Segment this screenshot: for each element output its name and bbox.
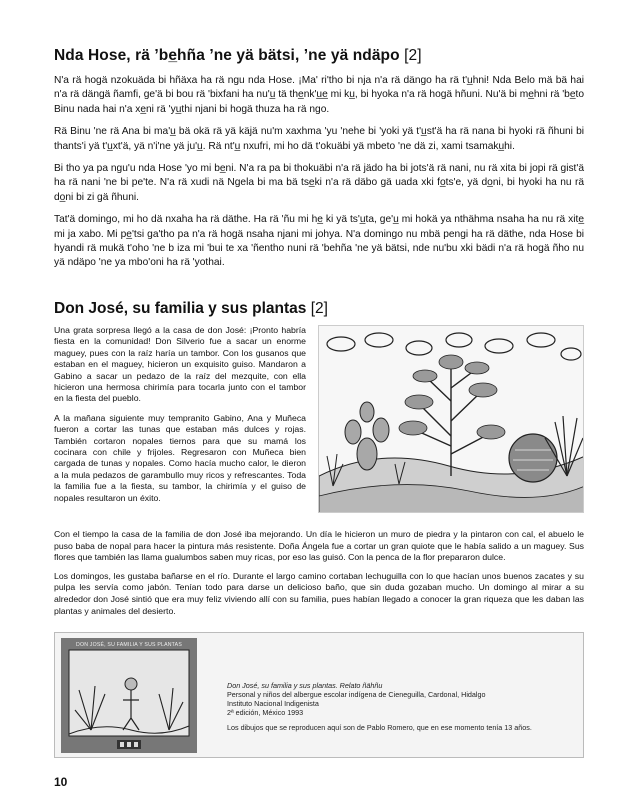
credit-book-title: Don José, su familia y sus plantas. Relato ñähñu — [227, 681, 383, 690]
paragraph: Los domingos, les gustaba bañarse en el río. Durante el largo camino cortaban lechuguilla con lo que hacían unos buenos zacates y su pulpa les servía como jabón. Tenían todo para darse un delicioso baño, que sin duda gozaban mucho. Un domingo al mirar a su alrededor don José sintió que era muy feliz viviendo allí con su familia, pues habían llegado a conocer la gran riqueza que les daban las plantas y animales del desierto. — [54, 570, 584, 616]
source-credit-box — [54, 632, 584, 758]
book-cover-title: DON JOSÉ, SU FAMILIA Y SUS PLANTAS — [76, 642, 182, 648]
section-otomi-body — [54, 74, 584, 279]
paragraph: Con el tiempo la casa de la familia de don José iba mejorando. Un día le hicieron un muro de piedra y la pintaron con cal, el abuelo le puso baba de nopal para hacer la pintura más resistente. Doña Ángela fue a cortar un gran quiote que le había salido a un maguey. Sus flores que también las llama gualumbos saben muy ricas, por eso las guisó. Con la penca de la flor prepararon dulce. — [54, 529, 584, 563]
section-spanish-full-width — [54, 529, 584, 624]
paragraph: N'a rä hogä nzokuäda bi hñäxa ha rä ngu nda Hose. ¡Ma' ri'tho bi nja n'a rä dängo ha rä t'u̲hni! Nda Belo mä bä hai n'a rä dängä ñamfi, ge'ä bi bou rä 'bixfani ha nu'u̲ tä the̲nk'u̲e̲ mi ku̲, bi hyoka n'a rä hogä hñuni. Nu'ä bi me̲hni rä 'be̲to Binu nada hai n'a xe̲ni rä 'yu̲thi njani bi hogä thuza ha rä ngo. — [54, 75, 584, 115]
section-title-otomi-text: Nda Hose, rä ʼbe̲hña ʼne yä bätsi, ʼne yä ndäpo — [54, 47, 400, 64]
paragraph: Bi tho ya pa ngu'u nda Hose 'yo mi be̲ni. N'a ra pa bi thokuäbi n'a rä jädo ha bi jots'ä rä nani, nu rä xita bi jopi rä gist'ä ha rä nani 'ne bi pe'te. N'a rä xudi nä Ngela bi ma bä tse̲ki n'a rä däbo gä uada xki fo̲ts'e, yä do̲ni, bi hyoki ha nu rä do̲ni bi zi gä ñhuni. — [54, 163, 584, 203]
book-cover-image — [61, 638, 197, 753]
credit-authors: Personal y niños del albergue escolar indígena de Cieneguilla, Cardonal, Hidalgo — [227, 690, 486, 700]
credit-publisher: Instituto Nacional Indigenista — [227, 699, 319, 709]
credit-note: Los dibujos que se reproducen aquí son de Pablo Romero, que en ese momento tenía 13 años. — [227, 723, 532, 733]
desert-landscape-illustration — [318, 325, 584, 513]
credit-edition: 2ª edición, México 1993 — [227, 708, 304, 718]
section-spanish-column — [54, 325, 306, 512]
section-title-spanish — [54, 300, 584, 318]
paragraph: A la mañana siguiente muy tempranito Gabino, Ana y Muñeca fueron a cortar las tunas que estaban más dulces y rojas. También cortaron nopales tiernos para que su mamá los cocinara con chile y frijoles. Regresaron con Muñeca bien cargada de tunas y nopales. Como hacía mucho calor, le dieron a la mula pedazos de garambullo muy ricos y refrescantes. Toda la familia fue a la fiesta, su tambor, la chirimía y el guiso de nopales resultaron un éxito. — [54, 412, 306, 503]
paragraph: Una grata sorpresa llegó a la casa de don José: ¡Pronto habría fiesta en la comunidad! Don Silverio fue a sacar un enorme maguey, pues con la raíz haría un tambor. Con los gusanos que estaban en el maguey, hicieron un exquisito guiso. Mandaron a Gabino a sacar un pedazo de la raíz del mezquite, con ella hicieron una hermosa chirimía para tocarla junto con el tambor en la fiesta del pueblo. — [54, 325, 306, 404]
paragraph: Rä Binu 'ne rä Ana bi ma'u̲ bä okä rä yä käjä nu'm xaxhma 'yu 'nehe bi 'yoki yä t'u̲st'ä ha rä nana bi hyoki rä ñhuni bi thants'i yä t'u̲xt'ä, yä n'i'ne yä ju'u̲. Rä nt'u̲ nxufri, mi ho dä t'okuäbi yä mbeto 'ne dä zi, xami tsamaku̲hi. — [54, 126, 584, 152]
section-title-spanish-ref: [2] — [310, 300, 328, 317]
paragraph: Tat'ä domingo, mi ho dä nxaha ha rä däthe. Ha rä 'ñu mi he̲ ki yä ts'u̲ta, ge'u̲ mi hokä ya nthähma nsaha ha nu rä xite̲ mi ja xabo. Mi pe̲'tsi ga'tho pa n'a rä hogä nsaha njani mi johya. N'a domingo nu mbä pengi ha rä däthe, nda Hose bi hyandi rä mukä t'oho 'ne b iza mi 'bui te xa 'ñentho nuni rä 'behña 'ne yä bätsi, nde nu'bu xki bädi n'a rä hogä ñho nu yä ndäpo 'ne ya mbo'oni ha rä 'yothai. — [54, 214, 584, 269]
page-number: 10 — [54, 775, 68, 789]
section-title-otomi — [54, 47, 584, 65]
section-title-otomi-ref: [2] — [404, 47, 422, 64]
book-cover-art-icon — [61, 638, 197, 753]
section-title-spanish-text: Don José, su familia y sus plantas — [54, 300, 307, 317]
desert-landscape-drawing-icon — [319, 326, 584, 513]
credit-text — [227, 681, 577, 732]
